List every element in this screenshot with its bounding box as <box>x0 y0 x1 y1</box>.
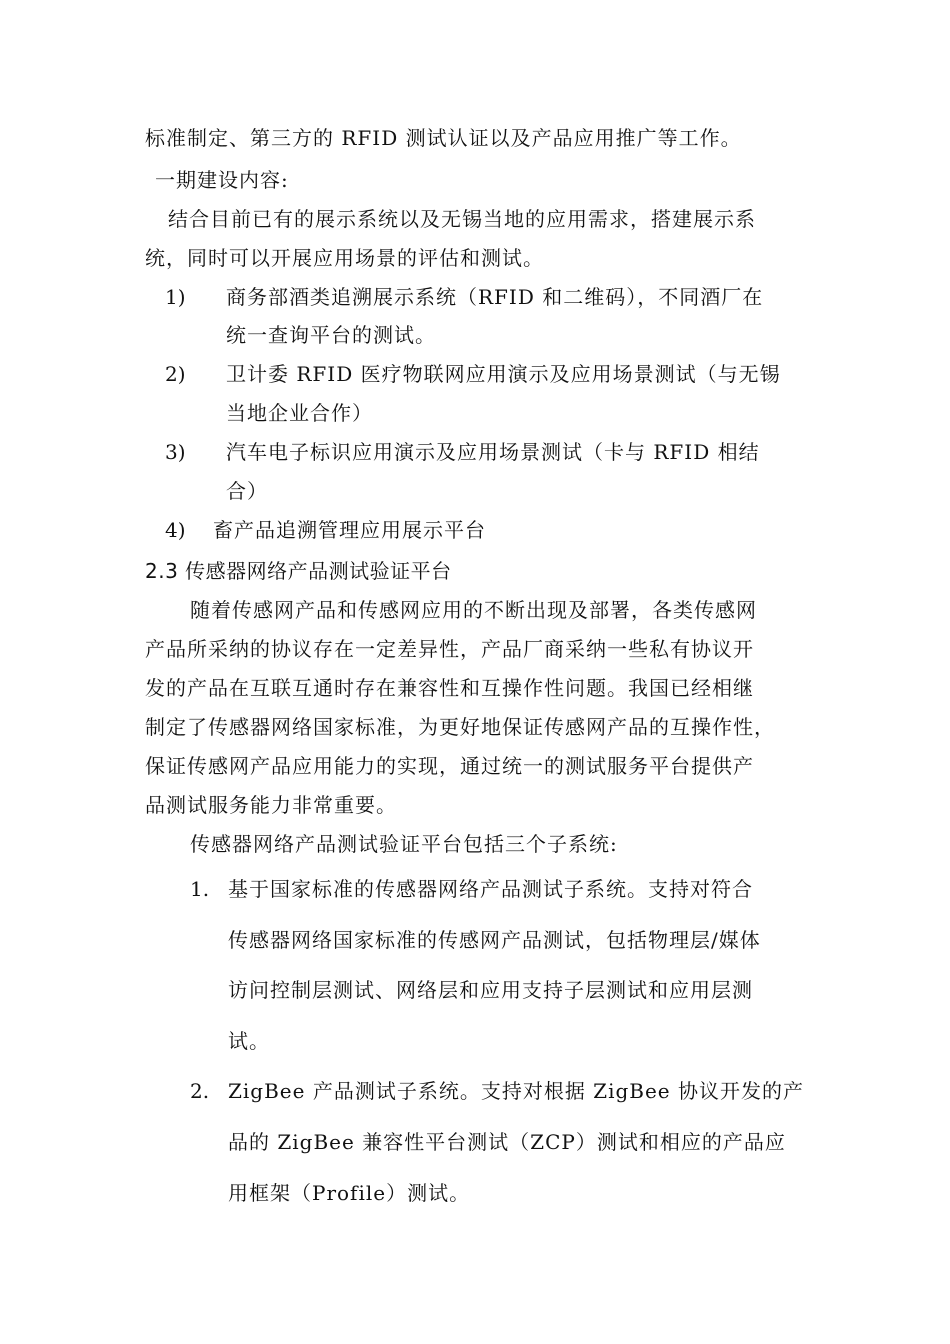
paragraph-line: 制定了传感器网络国家标准，为更好地保证传感网产品的互操作性， <box>145 715 775 739</box>
intro-line: 标准制定、第三方的 RFID 测试认证以及产品应用推广等工作。 <box>145 126 742 150</box>
paragraph-line: 传感器网络产品测试验证平台包括三个子系统: <box>190 832 618 856</box>
list-item-text: 访问控制层测试、网络层和应用支持子层测试和应用层测 <box>228 978 753 1002</box>
paragraph-line: 发的产品在互联互通时存在兼容性和互操作性问题。我国已经相继 <box>145 676 754 700</box>
paragraph-line: 保证传感网产品应用能力的实现，通过统一的测试服务平台提供产 <box>145 754 754 778</box>
list-item-text: ZigBee 产品测试子系统。支持对根据 ZigBee 协议开发的产 <box>228 1079 805 1103</box>
paragraph-line: 产品所采纳的协议存在一定差异性，产品厂商采纳一些私有协议开 <box>145 637 754 661</box>
list-item-text: 品的 ZigBee 兼容性平台测试（ZCP）测试和相应的产品应 <box>228 1130 786 1154</box>
list-item-number: 4) <box>165 518 186 542</box>
list-item-text: 汽车电子标识应用演示及应用场景测试（卡与 RFID 相结 <box>226 440 760 464</box>
list-item-number: 2) <box>165 362 186 386</box>
list-item-text: 合） <box>226 479 268 503</box>
list-item-text: 卫计委 RFID 医疗物联网应用演示及应用场景测试（与无锡 <box>226 362 781 386</box>
paragraph-line: 品测试服务能力非常重要。 <box>145 793 397 817</box>
intro-desc-line: 结合目前已有的展示系统以及无锡当地的应用需求，搭建展示系 <box>168 207 756 231</box>
list-item-text: 统一查询平台的测试。 <box>226 323 436 347</box>
intro-desc-line: 统，同时可以开展应用场景的评估和测试。 <box>145 246 544 270</box>
paragraph-line: 随着传感网产品和传感网应用的不断出现及部署，各类传感网 <box>190 598 757 622</box>
list-item-text: 畜产品追溯管理应用展示平台 <box>213 518 486 542</box>
list-item-number: 3) <box>165 440 186 464</box>
phase-title: 一期建设内容: <box>155 168 289 192</box>
list-item-text: 当地企业合作） <box>226 401 373 425</box>
list-item-text: 商务部酒类追溯展示系统（RFID 和二维码），不同酒厂在 <box>226 285 764 309</box>
section-heading: 2.3 传感器网络产品测试验证平台 <box>145 559 452 583</box>
list-item-text: 传感器网络国家标准的传感网产品测试，包括物理层/媒体 <box>228 928 761 952</box>
list-item-text: 基于国家标准的传感器网络产品测试子系统。支持对符合 <box>228 877 753 901</box>
list-item-text: 试。 <box>228 1029 270 1053</box>
list-item-number: 1) <box>165 285 186 309</box>
list-item-number: 1. <box>190 877 210 901</box>
list-item-number: 2. <box>190 1079 210 1103</box>
list-item-text: 用框架（Profile）测试。 <box>228 1181 471 1205</box>
